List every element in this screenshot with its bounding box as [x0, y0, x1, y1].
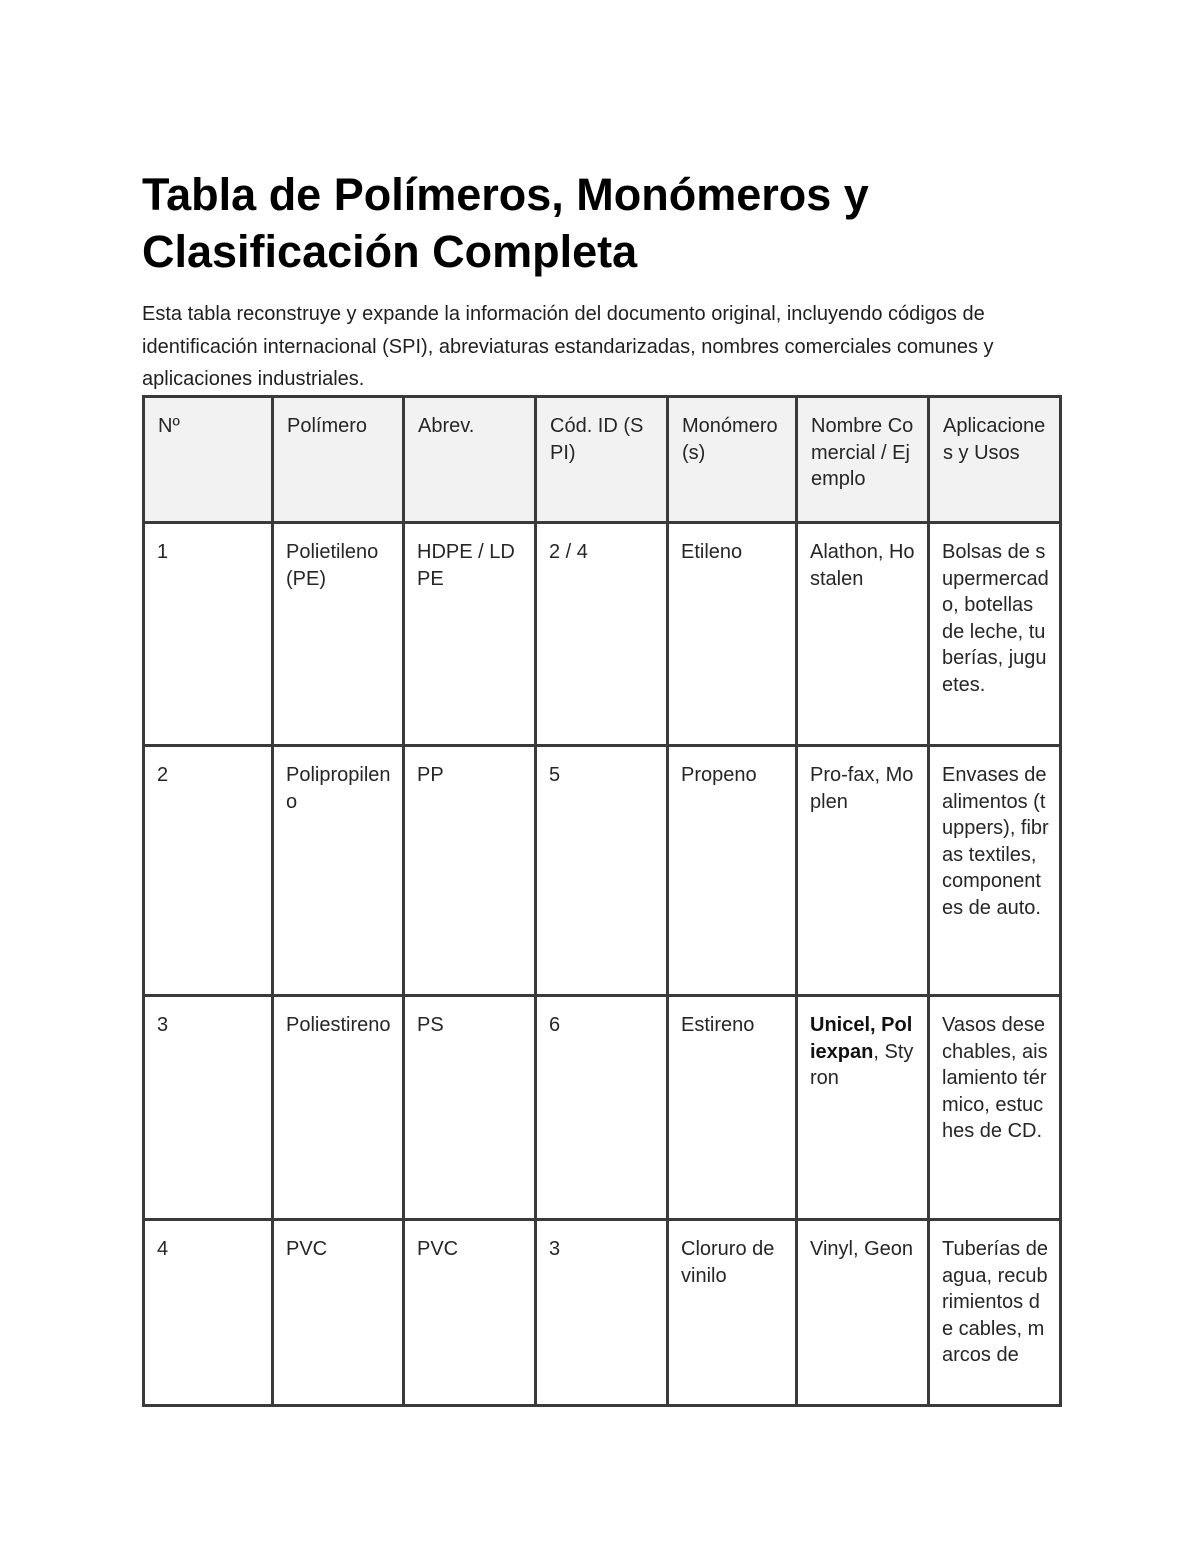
table-row: [144, 746, 1061, 996]
cell-abbrev: PVC: [404, 1220, 536, 1406]
cell-uses: Tuberías de agua, recubrimientos de cables, marcos de: [929, 1220, 1061, 1406]
cell-monomer: Cloruro de vinilo: [668, 1220, 797, 1406]
cell-uses: Bolsas de supermercado, botellas de leche, tuberías, juguetes.: [929, 523, 1061, 746]
cell-abbrev: PP: [404, 746, 536, 996]
cell-code: 3: [536, 1220, 668, 1406]
cell-abbrev: HDPE / LDPE: [404, 523, 536, 746]
header-num: Nº: [144, 397, 273, 523]
cell-code: 6: [536, 996, 668, 1220]
intro-paragraph: Esta tabla reconstruye y expande la información del documento original, incluyendo códigos de identificación internacional (SPI), abreviaturas estandarizadas, nombres comerciales comunes y aplicaciones industriales.: [142, 303, 994, 390]
polymer-table: [142, 395, 1062, 1407]
header-monomer: Monómero(s): [668, 397, 797, 523]
cell-trade-name: [797, 746, 929, 996]
header-uses: Aplicaciones y Usos: [929, 397, 1061, 523]
trade-name-text: Vinyl, Geon: [810, 1238, 914, 1260]
table-header-row: [144, 397, 1061, 523]
table-row: [144, 996, 1061, 1220]
cell-monomer: Etileno: [668, 523, 797, 746]
cell-code: 2 / 4: [536, 523, 668, 746]
cell-num: 4: [144, 1220, 273, 1406]
cell-trade-name: [797, 996, 929, 1220]
header-polymer: Polímero: [273, 397, 404, 523]
cell-monomer: Estireno: [668, 996, 797, 1220]
page-title: Tabla de Polímeros, Monómeros y Clasificación Completa: [142, 169, 869, 277]
cell-uses: Envases de alimentos (tuppers), fibras textiles, componentes de auto.: [929, 746, 1061, 996]
cell-polymer: Polipropileno: [273, 746, 404, 996]
table-row: [144, 523, 1061, 746]
header-abbrev: Abrev.: [404, 397, 536, 523]
trade-name-text: , Styron: [810, 1040, 914, 1089]
cell-monomer: Propeno: [668, 746, 797, 996]
trade-name-text: Alathon, Hostalen: [810, 541, 915, 590]
cell-trade-name: [797, 1220, 929, 1406]
cell-uses: Vasos desechables, aislamiento térmico, estuches de CD.: [929, 996, 1061, 1220]
table-row: [144, 1220, 1061, 1406]
cell-abbrev: PS: [404, 996, 536, 1220]
cell-trade-name: [797, 523, 929, 746]
cell-polymer: PVC: [273, 1220, 404, 1406]
cell-polymer: Polietileno (PE): [273, 523, 404, 746]
cell-polymer: Poliestireno: [273, 996, 404, 1220]
header-code: Cód. ID (SPI): [536, 397, 668, 523]
header-trade-name: Nombre Comercial / Ejemplo: [797, 397, 929, 523]
cell-num: 1: [144, 523, 273, 746]
trade-name-bold-text: Unicel, Poliexpan: [810, 1014, 913, 1063]
trade-name-text: Pro-fax, Moplen: [810, 764, 914, 813]
cell-code: 5: [536, 746, 668, 996]
cell-num: 3: [144, 996, 273, 1220]
cell-num: 2: [144, 746, 273, 996]
